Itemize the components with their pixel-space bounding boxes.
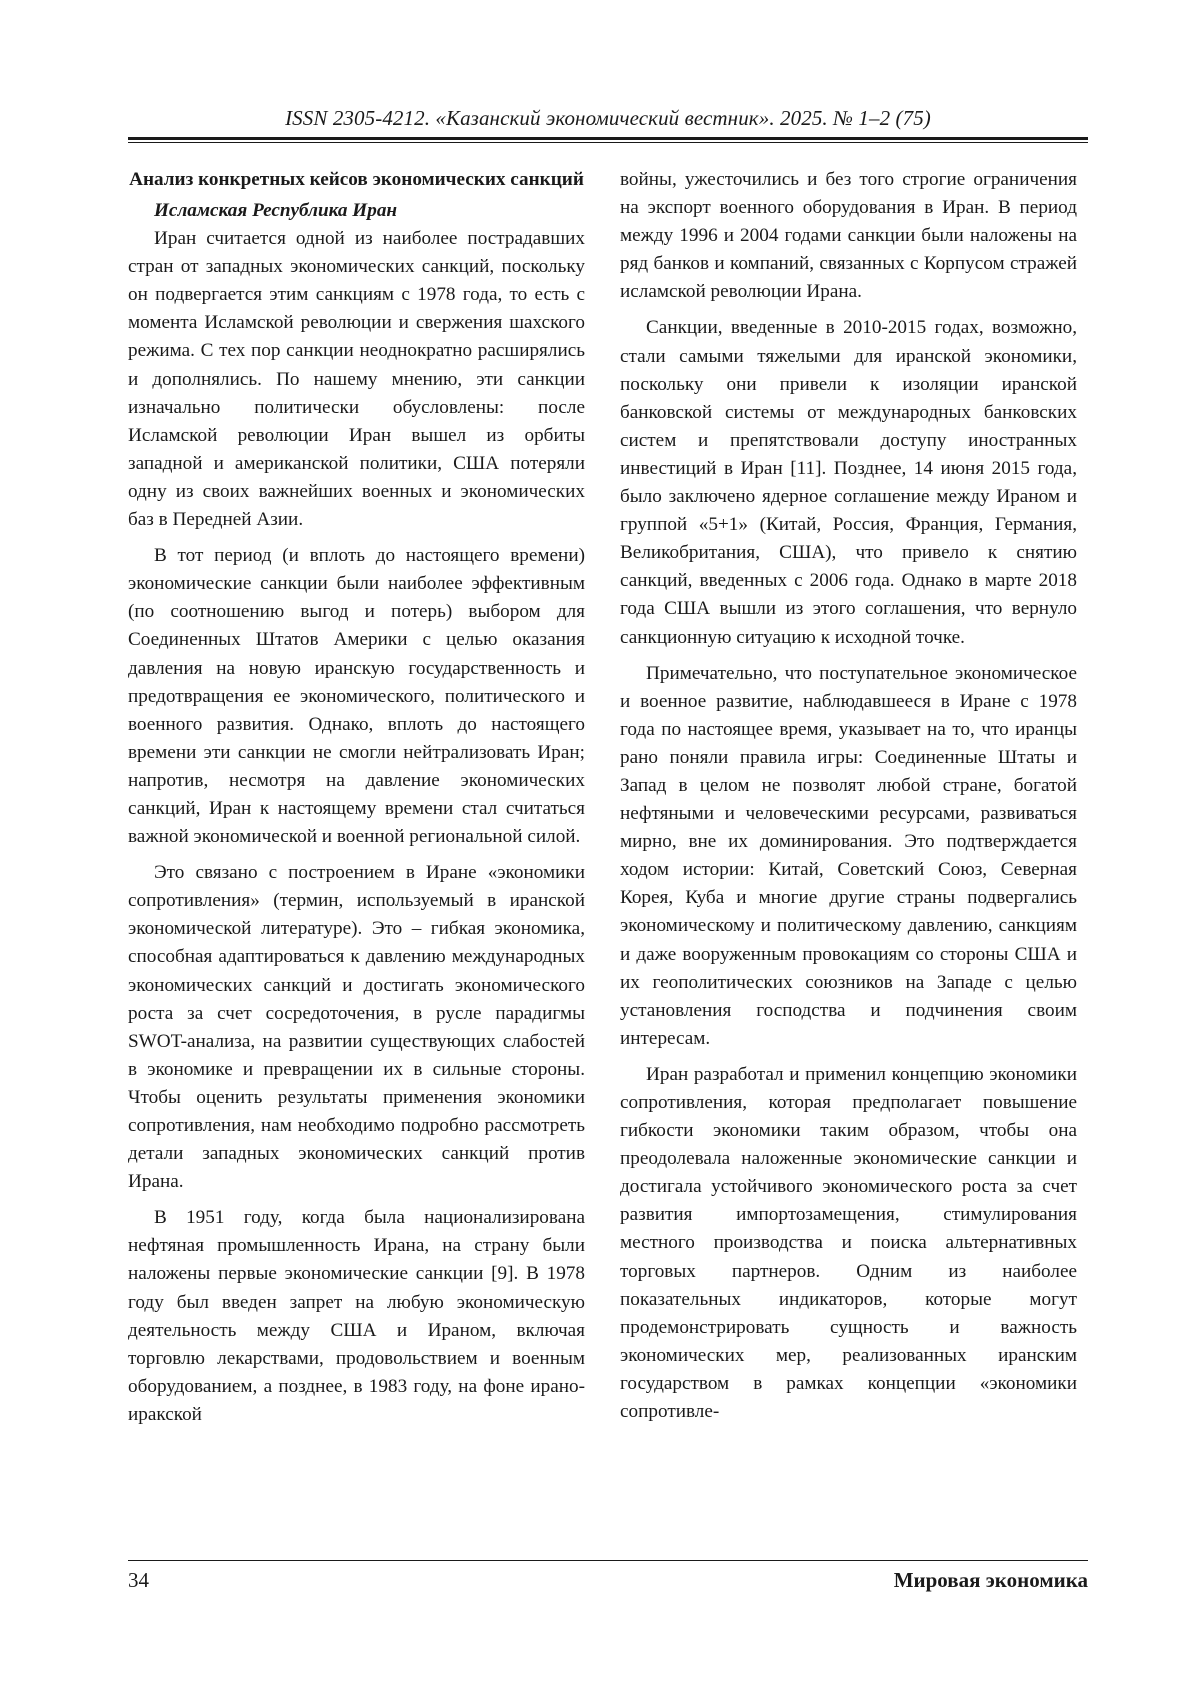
footer-rule	[128, 1560, 1088, 1561]
paragraph: В 1951 году, когда была национализирована нефтяная промышленность Ирана, на страну были наложены первые экономические санкции [9]. В 1978 году был введен запрет на любую экономическую деятельность между США и Ираном, включая торговлю лекарствами, продовольствием и военным оборудованием, а позднее, в 1983 году, на фоне ирано-иракской	[128, 1207, 585, 1425]
subheading: Исламская Республика Иран	[154, 200, 398, 221]
footer-section-name: Мировая экономика	[893, 1568, 1088, 1592]
paragraph-continued: войны, ужесточились и без того строгие ограничения на экспорт военного оборудования в Иран. В период между 1996 и 2004 годами санкции были наложены на ряд банков и компаний, связанных с Корпусом стражей исламской революции Ирана.	[620, 169, 1077, 303]
page-number: 34	[128, 1568, 149, 1592]
header-rule-thin	[128, 142, 1088, 143]
left-column	[128, 166, 585, 1429]
header-rule-thick	[128, 137, 1088, 140]
paragraph: Санкции, введенные в 2010-2015 годах, возможно, стали самыми тяжелыми для иранской экономики, поскольку они привели к изоляции иранской банковской системы от международных банковских систем и препятствовали доступу иностранных инвестиций в Иран [11]. Позднее, 14 июня 2015 года, было заключено ядерное соглашение между Ираном и группой «5+1» (Китай, Россия, Франция, Германия, Великобритания, США), что привело к снятию санкций, введенных с 2006 года. Однако в марте 2018 года США вышли из этого соглашения, что вернуло санкционную ситуацию к исходной точке.	[620, 317, 1077, 648]
paragraph: Это связано с построением в Иране «экономики сопротивления» (термин, используемый в иранской экономической литературе). Это – гибкая экономика, способная адаптироваться к давлению международных экономических санкций и достигать экономического роста за счет сосредоточения, в русле парадигмы SWOT-анализа, на развитии существующих слабостей в экономике и превращении их в сильные стороны. Чтобы оценить результаты применения экономики сопротивления, нам необходимо подробно рассмотреть детали западных экономических санкций против Ирана.	[128, 862, 585, 1193]
paragraph: В тот период (и вплоть до настоящего времени) экономические санкции были наиболее эффективным (по соотношению выгод и потерь) выбором для Соединенных Штатов Америки с целью оказания давления на новую иранскую государственность и предотвращения ее экономического, политического и военного развития. Однако, вплоть до настоящего времени эти санкции не смогли нейтрализовать Иран; напротив, несмотря на давление экономических санкций, Иран к настоящему времени стал считаться важной экономической и военной региональной силой.	[128, 545, 585, 848]
paragraph: Иран считается одной из наиболее пострадавших стран от западных экономических санкций, поскольку он подвергается этим санкциям с 1978 года, то есть с момента Исламской революции и свержения шахского режима. С тех пор санкции неоднократно расширялись и дополнялись. По нашему мнению, эти санкции изначально политически обусловлены: после Исламской революции Иран вышел из орбиты западной и американской политики, США потеряли одну из своих важнейших военных и экономических баз в Передней Азии.	[128, 228, 585, 531]
running-head: ISSN 2305-4212. «Казанский экономический вестник». 2025. № 1–2 (75)	[285, 106, 931, 130]
paragraph: Примечательно, что поступательное экономическое и военное развитие, наблюдавшееся в Иране с 1978 года по настоящее время, указывает на то, что иранцы рано поняли правила игры: Соединенные Штаты и Запад в целом не позволят любой стране, богатой нефтяными и человеческими ресурсами, развиваться мирно, вне их доминирования. Это подтверждается ходом истории: Китай, Советский Союз, Северная Корея, Куба и многие другие страны подвергались экономическому и политическому давлению, санкциям и даже вооруженным провокациям со стороны США и их геополитических союзников на Западе с целью установления господства и подчинения своим интересам.	[620, 662, 1077, 1049]
paragraph: Иран разработал и применил концепцию экономики сопротивления, которая предполагает повышение гибкости экономики таким образом, чтобы она преодолевала наложенные экономические санкции и достигала устойчивого экономического роста за счет развития импортозамещения, стимулирования местного производства и поиска альтернативных торговых партнеров. Одним из наиболее показательных индикаторов, которые могут продемонстрировать сущность и важность экономических мер, реализованных иранским государством в рамках концепции «экономики сопротивле-	[620, 1063, 1077, 1423]
right-column	[620, 166, 1077, 1426]
section-title: Анализ конкретных кейсов экономических санкций	[129, 169, 584, 190]
